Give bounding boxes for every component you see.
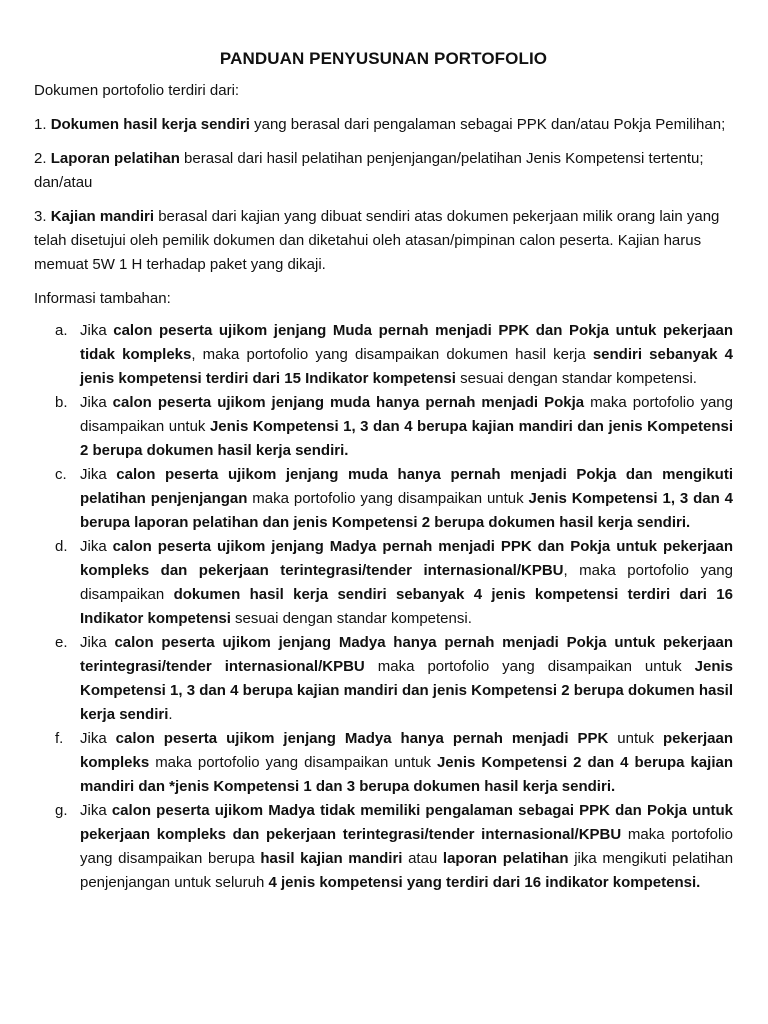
bold-text: hasil kajian mandiri [260, 850, 403, 867]
item-text [80, 730, 733, 795]
list-item-c [34, 463, 733, 535]
list-item-b [34, 391, 733, 463]
text-run: maka portofolio yang disampaikan untuk [247, 490, 529, 507]
bold-text: Dokumen hasil kerja sendiri [50, 116, 250, 133]
bold-text: Kajian mandiri [50, 208, 155, 225]
text-run: jika mengikuti pelatihan penjenjangan untuk seluruh [80, 850, 734, 891]
bold-text: 4 jenis kompetensi yang terdiri dari 16 indikator kompetensi. [268, 874, 701, 891]
list-item-g [34, 799, 733, 895]
text-run: yang berasal dari pengalaman sebagai PPK dan/atau Pokja Pemilihan; [249, 116, 726, 133]
page-title: PANDUAN PENYUSUNAN PORTOFOLIO [219, 49, 548, 68]
numbered-item-1 [34, 113, 733, 137]
bold-text: calon peserta ujikom jenjang muda hanya pernah menjadi Pokja [112, 394, 585, 411]
bold-text: Jenis Kompetensi 1, 3 dan 4 berupa kajian mandiri dan jenis Kompetensi 2 berupa dokumen hasil kerja sendiri. [80, 418, 733, 459]
text-run: sesuai dengan standar kompetensi. [230, 610, 472, 627]
item-text [80, 538, 733, 627]
bold-text: calon peserta ujikom Madya tidak memiliki pengalaman sebagai PPK dan Pokja untuk pekerjaan kompleks dan pekerjaan terintegrasi/tender internasional/KPBU [80, 802, 733, 843]
numbered-list [34, 113, 733, 277]
info-heading: Informasi tambahan: [34, 290, 171, 307]
item-text [51, 116, 726, 133]
item-text [80, 634, 733, 723]
text-run: Jika [80, 730, 116, 747]
bold-text: calon peserta ujikom jenjang Madya hanya pernah menjadi PPK [115, 730, 609, 747]
text-run: sesuai dengan standar kompetensi. [455, 370, 697, 387]
text-run: untuk [608, 730, 663, 747]
numbered-item-3 [34, 205, 733, 277]
item-letter: c. [55, 466, 67, 483]
item-letter: a. [55, 322, 68, 339]
text-run: Jika [80, 802, 112, 819]
text-run: maka portofolio yang disampaikan untuk [80, 394, 733, 435]
bold-text: sendiri sebanyak 4 jenis kompetensi terdiri dari 15 Indikator kompetensi [80, 346, 733, 387]
bold-text: pekerjaan kompleks [80, 730, 733, 771]
item-text [80, 802, 733, 891]
item-letter: d. [55, 538, 68, 555]
intro-text: Dokumen portofolio terdiri dari: [34, 82, 240, 99]
list-item-d [34, 535, 733, 631]
item-number: 3. [34, 208, 47, 225]
bold-text: laporan pelatihan [442, 850, 569, 867]
item-text [80, 466, 733, 531]
text-run: berasal dari hasil pelatihan penjenjangan/pelatihan Jenis Kompetensi tertentu; dan/atau [34, 150, 704, 191]
text-run: berasal dari kajian yang dibuat sendiri atas dokumen pekerjaan milik orang lain yang telah disetujui oleh pemilik dokumen dan diketahui oleh atasan/pimpinan calon peserta. Kajian harus memuat 5W 1 H terhadap paket yang dikaji. [34, 208, 720, 273]
text-run: Jika [80, 466, 117, 483]
text-run: Jika [80, 634, 115, 651]
bold-text: calon peserta ujikom jenjang Madya pernah menjadi PPK dan Pokja untuk pekerjaan kompleks dan pekerjaan terintegrasi/tender internasional/KPBU [80, 538, 733, 579]
numbered-item-2 [34, 147, 733, 195]
bold-text: Jenis Kompetensi 1, 3 dan 4 berupa laporan pelatihan dan jenis Kompetensi 2 berupa dokumen hasil kerja sendiri. [80, 490, 733, 531]
list-item-a [34, 319, 733, 391]
item-text [80, 394, 733, 459]
bold-text: Jenis Kompetensi 1, 3 dan 4 berupa kajian mandiri dan jenis Kompetensi 2 berupa dokumen hasil kerja sendiri [80, 658, 733, 723]
text-run: , maka portofolio yang disampaikan [80, 562, 733, 603]
item-text [80, 322, 733, 387]
item-letter: g. [55, 802, 68, 819]
item-letter: f. [55, 730, 64, 747]
bold-text: Jenis Kompetensi 2 dan 4 berupa kajian mandiri dan *jenis Kompetensi 1 dan 3 berupa dokumen hasil kerja sendiri. [80, 754, 733, 795]
text-run: Jika [80, 394, 113, 411]
text-run: maka portofolio yang disampaikan untuk [149, 754, 437, 771]
text-run: atau [402, 850, 443, 867]
bold-text: calon peserta ujikom jenjang muda hanya pernah menjadi Pokja dan mengikuti pelatihan penjenjangan [80, 466, 734, 507]
text-run: , maka portofolio yang disampaikan dokumen hasil kerja [191, 346, 593, 363]
text-run: . [168, 706, 173, 723]
text-run: Jika [80, 322, 114, 339]
text-run: Jika [80, 538, 113, 555]
bold-text: calon peserta ujikom jenjang Muda pernah menjadi PPK dan Pokja untuk pekerjaan tidak kompleks [80, 322, 733, 363]
lettered-list [34, 319, 733, 895]
text-run: maka portofolio yang disampaikan berupa [80, 826, 733, 867]
bold-text: calon peserta ujikom jenjang Madya hanya pernah menjadi Pokja untuk pekerjaan terintegrasi/tender internasional/KPBU [80, 634, 733, 675]
item-number: 1. [34, 116, 47, 133]
list-item-e [34, 631, 733, 727]
item-text [34, 150, 704, 191]
text-run: maka portofolio yang disampaikan untuk [364, 658, 695, 675]
bold-text: dokumen hasil kerja sendiri sebanyak 4 jenis kompetensi terdiri dari 16 Indikator kompetensi [80, 586, 733, 627]
item-letter: e. [55, 634, 68, 651]
list-item-f [34, 727, 733, 799]
item-letter: b. [55, 394, 68, 411]
item-text [34, 208, 719, 273]
bold-text: Laporan pelatihan [50, 150, 180, 167]
item-number: 2. [34, 150, 47, 167]
